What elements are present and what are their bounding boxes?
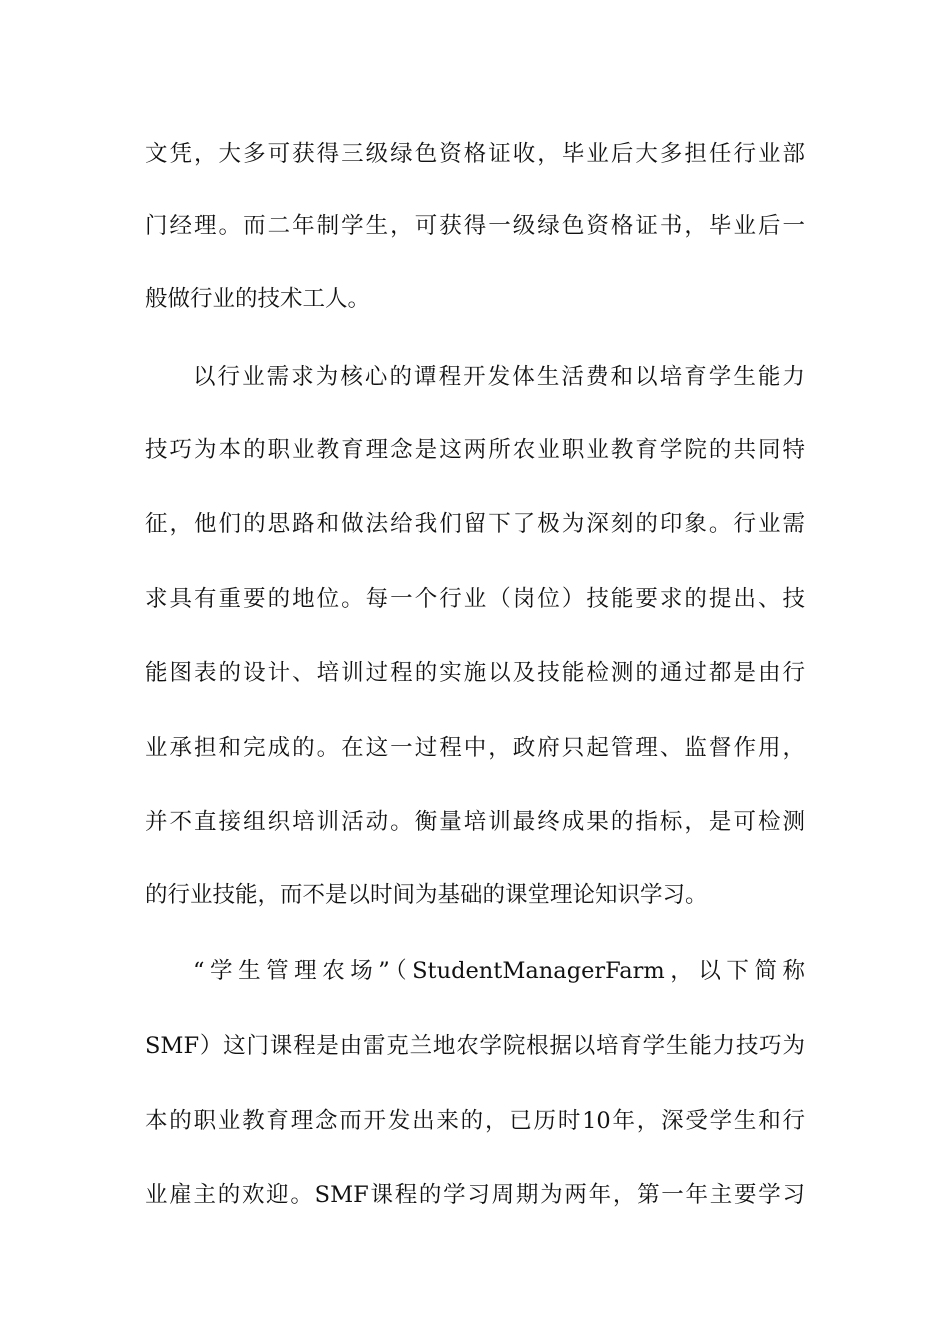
- paragraph-first-line: “学生管理农场”（StudentManagerFarm，以下简称: [193, 958, 805, 984]
- text-line: 并不直接组织培训活动。衡量培训最终成果的指标，是可检测: [145, 809, 805, 835]
- text-line: 的行业技能，而不是以时间为基础的课堂理论知识学习。: [145, 882, 708, 908]
- text-line: 般做行业的技术工人。: [145, 286, 371, 312]
- text-line: 业承担和完成的。在这一过程中，政府只起管理、监督作用，: [145, 735, 805, 761]
- text-line: 求具有重要的地位。每一个行业（岗位）技能要求的提出、技: [145, 586, 805, 612]
- text-line: 技巧为本的职业教育理念是这两所农业职业教育学院的共同特: [145, 437, 805, 463]
- text-line: 征，他们的思路和做法给我们留下了极为深刻的印象。行业需: [145, 511, 805, 537]
- text-line: 能图表的设计、培训过程的实施以及技能检测的通过都是由行: [145, 660, 805, 686]
- text-line: 业雇主的欢迎。SMF课程的学习周期为两年，第一年主要学习: [145, 1182, 805, 1208]
- text-line: 本的职业教育理念而开发出来的，已历时10年，深受学生和行: [145, 1108, 805, 1134]
- text-line: 文凭，大多可获得三级绿色资格证收，毕业后大多担任行业部: [145, 141, 805, 167]
- text-line: SMF）这门课程是由雷克兰地农学院根据以培育学生能力技巧为: [145, 1033, 805, 1059]
- text-line: 门经理。而二年制学生，可获得一级绿色资格证书，毕业后一: [145, 213, 805, 239]
- paragraph-first-line: 以行业需求为核心的谭程开发体生活费和以培育学生能力: [193, 364, 805, 390]
